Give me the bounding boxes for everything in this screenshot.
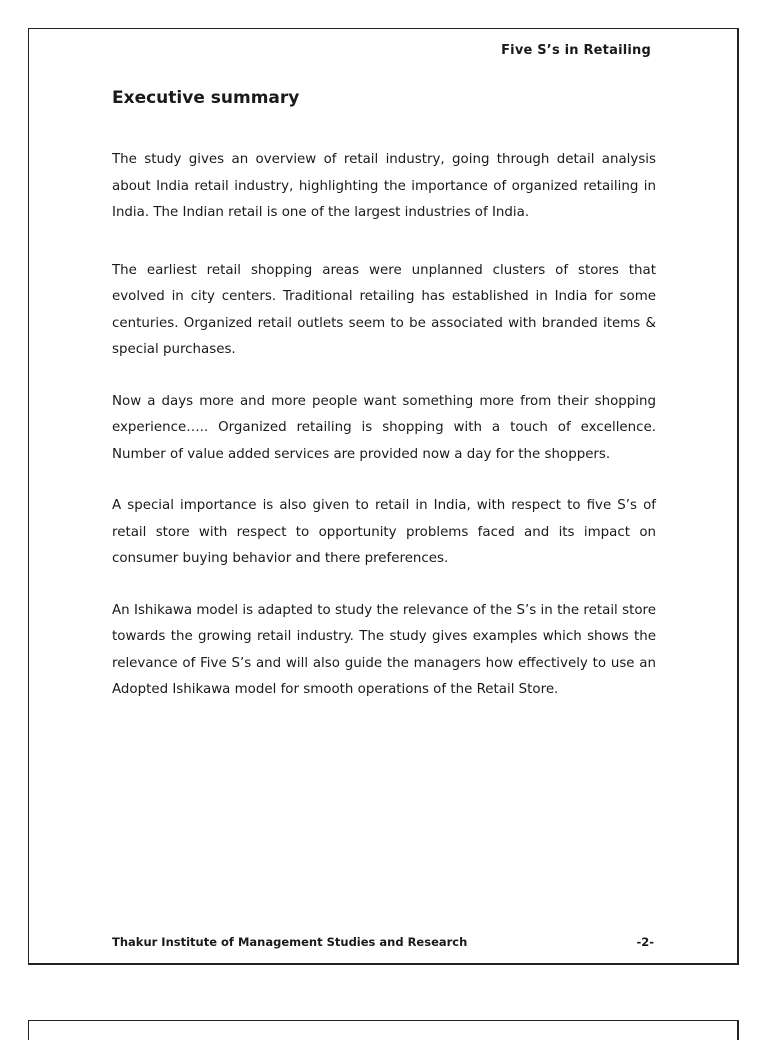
footer-institute: Thakur Institute of Management Studies and Research <box>112 935 468 949</box>
paragraph-4: A special importance is also given to retail in India, with respect to five S’s of retail store with respect to opportunity problems faced and its impact on consumer buying behavior and there preferences. <box>112 498 656 566</box>
summary-body <box>112 147 656 704</box>
paragraph-3: Now a days more and more people want something more from their shopping experience….. Organized retailing is shopping with a touch of excellence. Number of value added services are provided now a day for the shoppers. <box>112 393 656 462</box>
document-page <box>28 28 739 965</box>
section-heading: Executive summary <box>112 88 300 108</box>
paragraph-2: The earliest retail shopping areas were unplanned clusters of stores that evolved in city centers. Traditional retailing has established in India for some centuries. Organized retail outlets seem to be associated with branded items & special purchases. <box>112 262 656 357</box>
footer-page-number: -2- <box>636 935 654 949</box>
next-page-edge <box>28 1020 739 1040</box>
paragraph-5: An Ishikawa model is adapted to study the relevance of the S’s in the retail store towards the growing retail industry. The study gives examples which shows the relevance of Five S’s and will also guide the managers how effectively to use an Adopted Ishikawa model for smooth operations of the Retail Store. <box>112 602 656 697</box>
paragraph-1: The study gives an overview of retail industry, going through detail analysis about India retail industry, highlighting the importance of organized retailing in India. The Indian retail is one of the largest industries of India. <box>112 152 656 220</box>
running-header: Five S’s in Retailing <box>501 43 651 58</box>
